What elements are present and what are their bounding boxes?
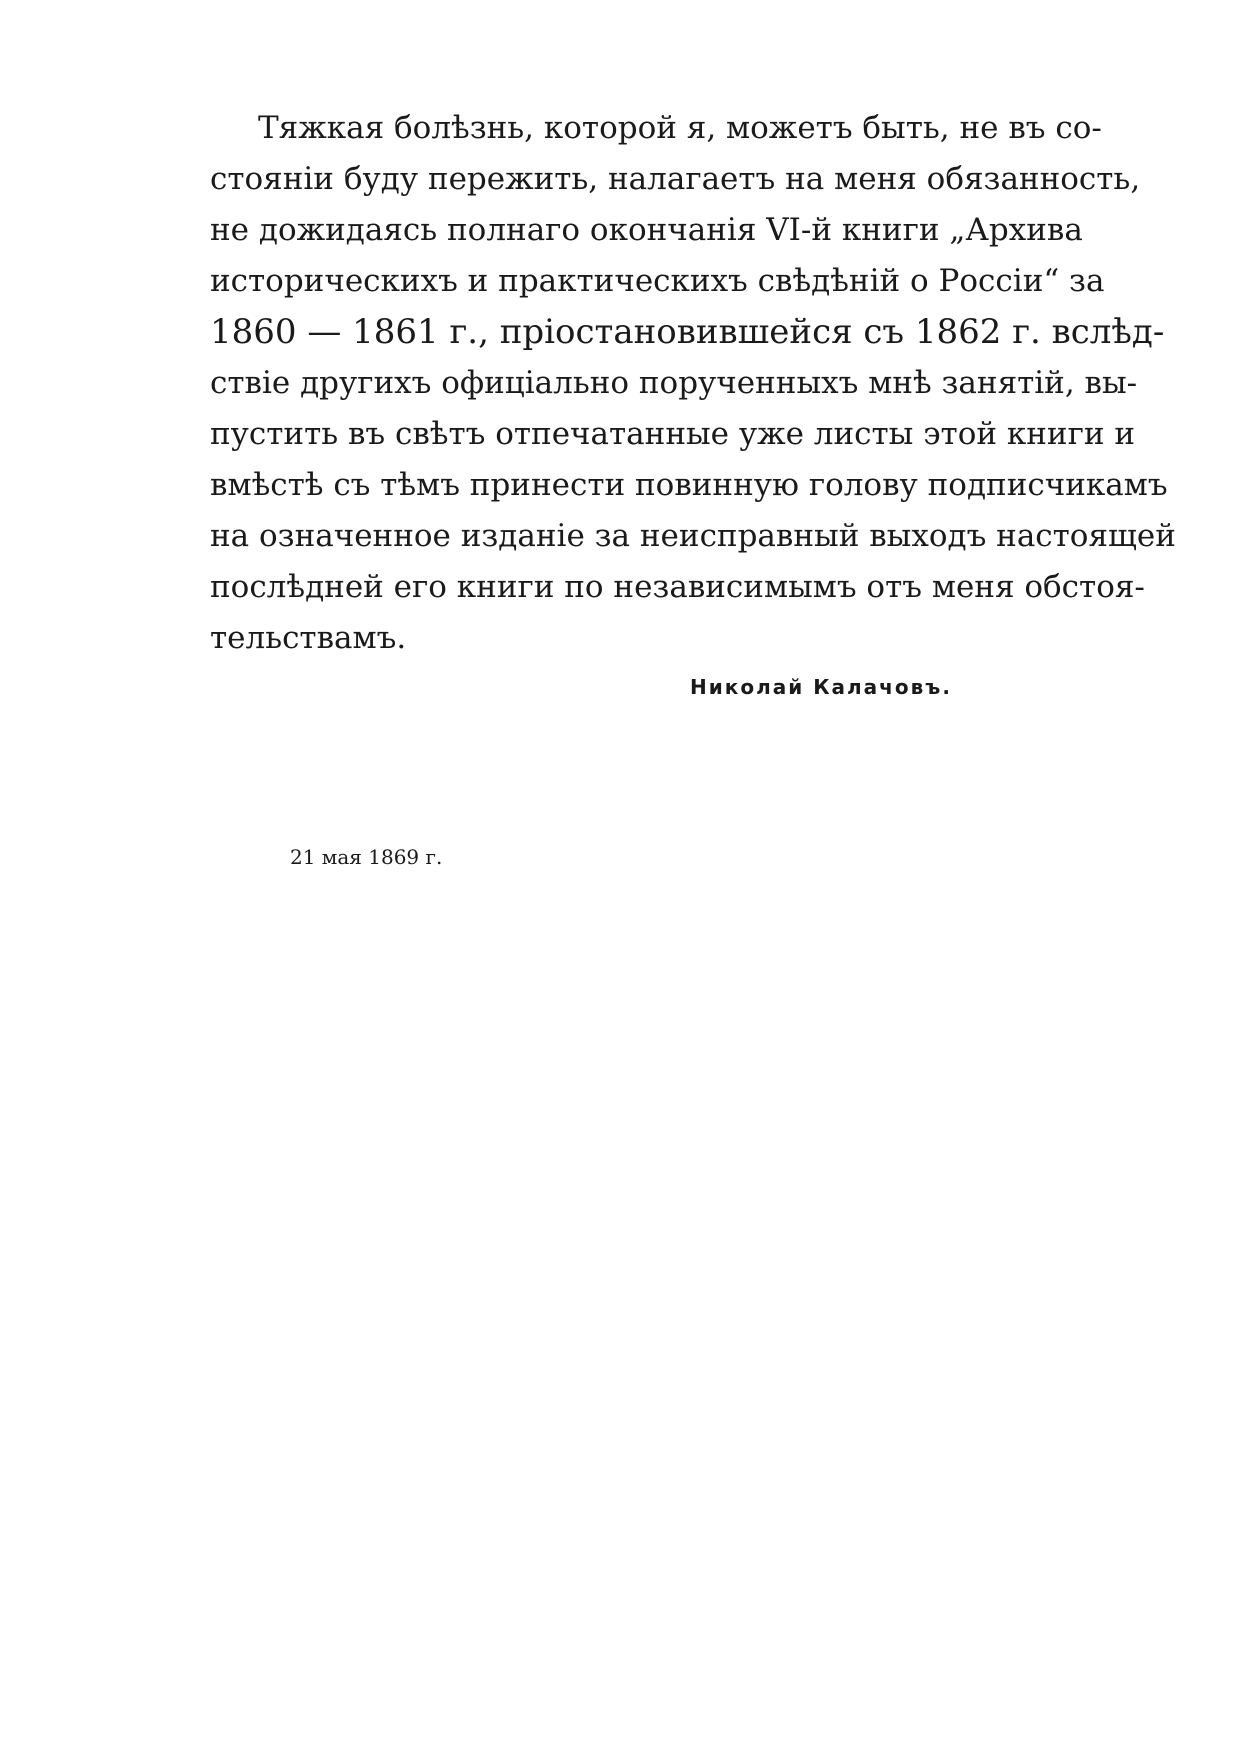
paragraph-line-3: не дожидаясь полнаго окончанія VI-й книги „Архива — [210, 212, 1083, 248]
paragraph-line-8: вмѣстѣ съ тѣмъ принести повинную голову подписчикамъ — [210, 467, 1168, 503]
author-signature: Николай Калачовъ. — [690, 675, 952, 699]
paragraph-line-6: ствіе другихъ офиціально порученныхъ мнѣ занятій, вы- — [210, 365, 1138, 401]
paragraph-line-4: историческихъ и практическихъ свѣдѣній о Россіи“ за — [210, 263, 1105, 299]
paragraph-line-9: на означенное изданіе за неисправный выходъ настоящей — [210, 518, 1176, 554]
paragraph-line-10: послѣдней его книги по независимымъ отъ меня обстоя- — [210, 569, 1145, 605]
body-paragraph — [210, 103, 1176, 664]
paragraph-line-11: тельствамъ. — [210, 620, 407, 656]
paragraph-line-5: 1860 — 1861 г., пріостановившейся съ 1862 г. вслѣд- — [210, 312, 1165, 352]
paragraph-line-7: пустить въ свѣтъ отпечатанные уже листы этой книги и — [210, 416, 1136, 452]
paragraph-line-1: Тяжкая болѣзнь, которой я, можетъ быть, не въ со- — [258, 110, 1102, 146]
document-date: 21 мая 1869 г. — [290, 845, 443, 869]
paragraph-line-2: стояніи буду пережить, налагаетъ на меня обязанность, — [210, 161, 1141, 197]
